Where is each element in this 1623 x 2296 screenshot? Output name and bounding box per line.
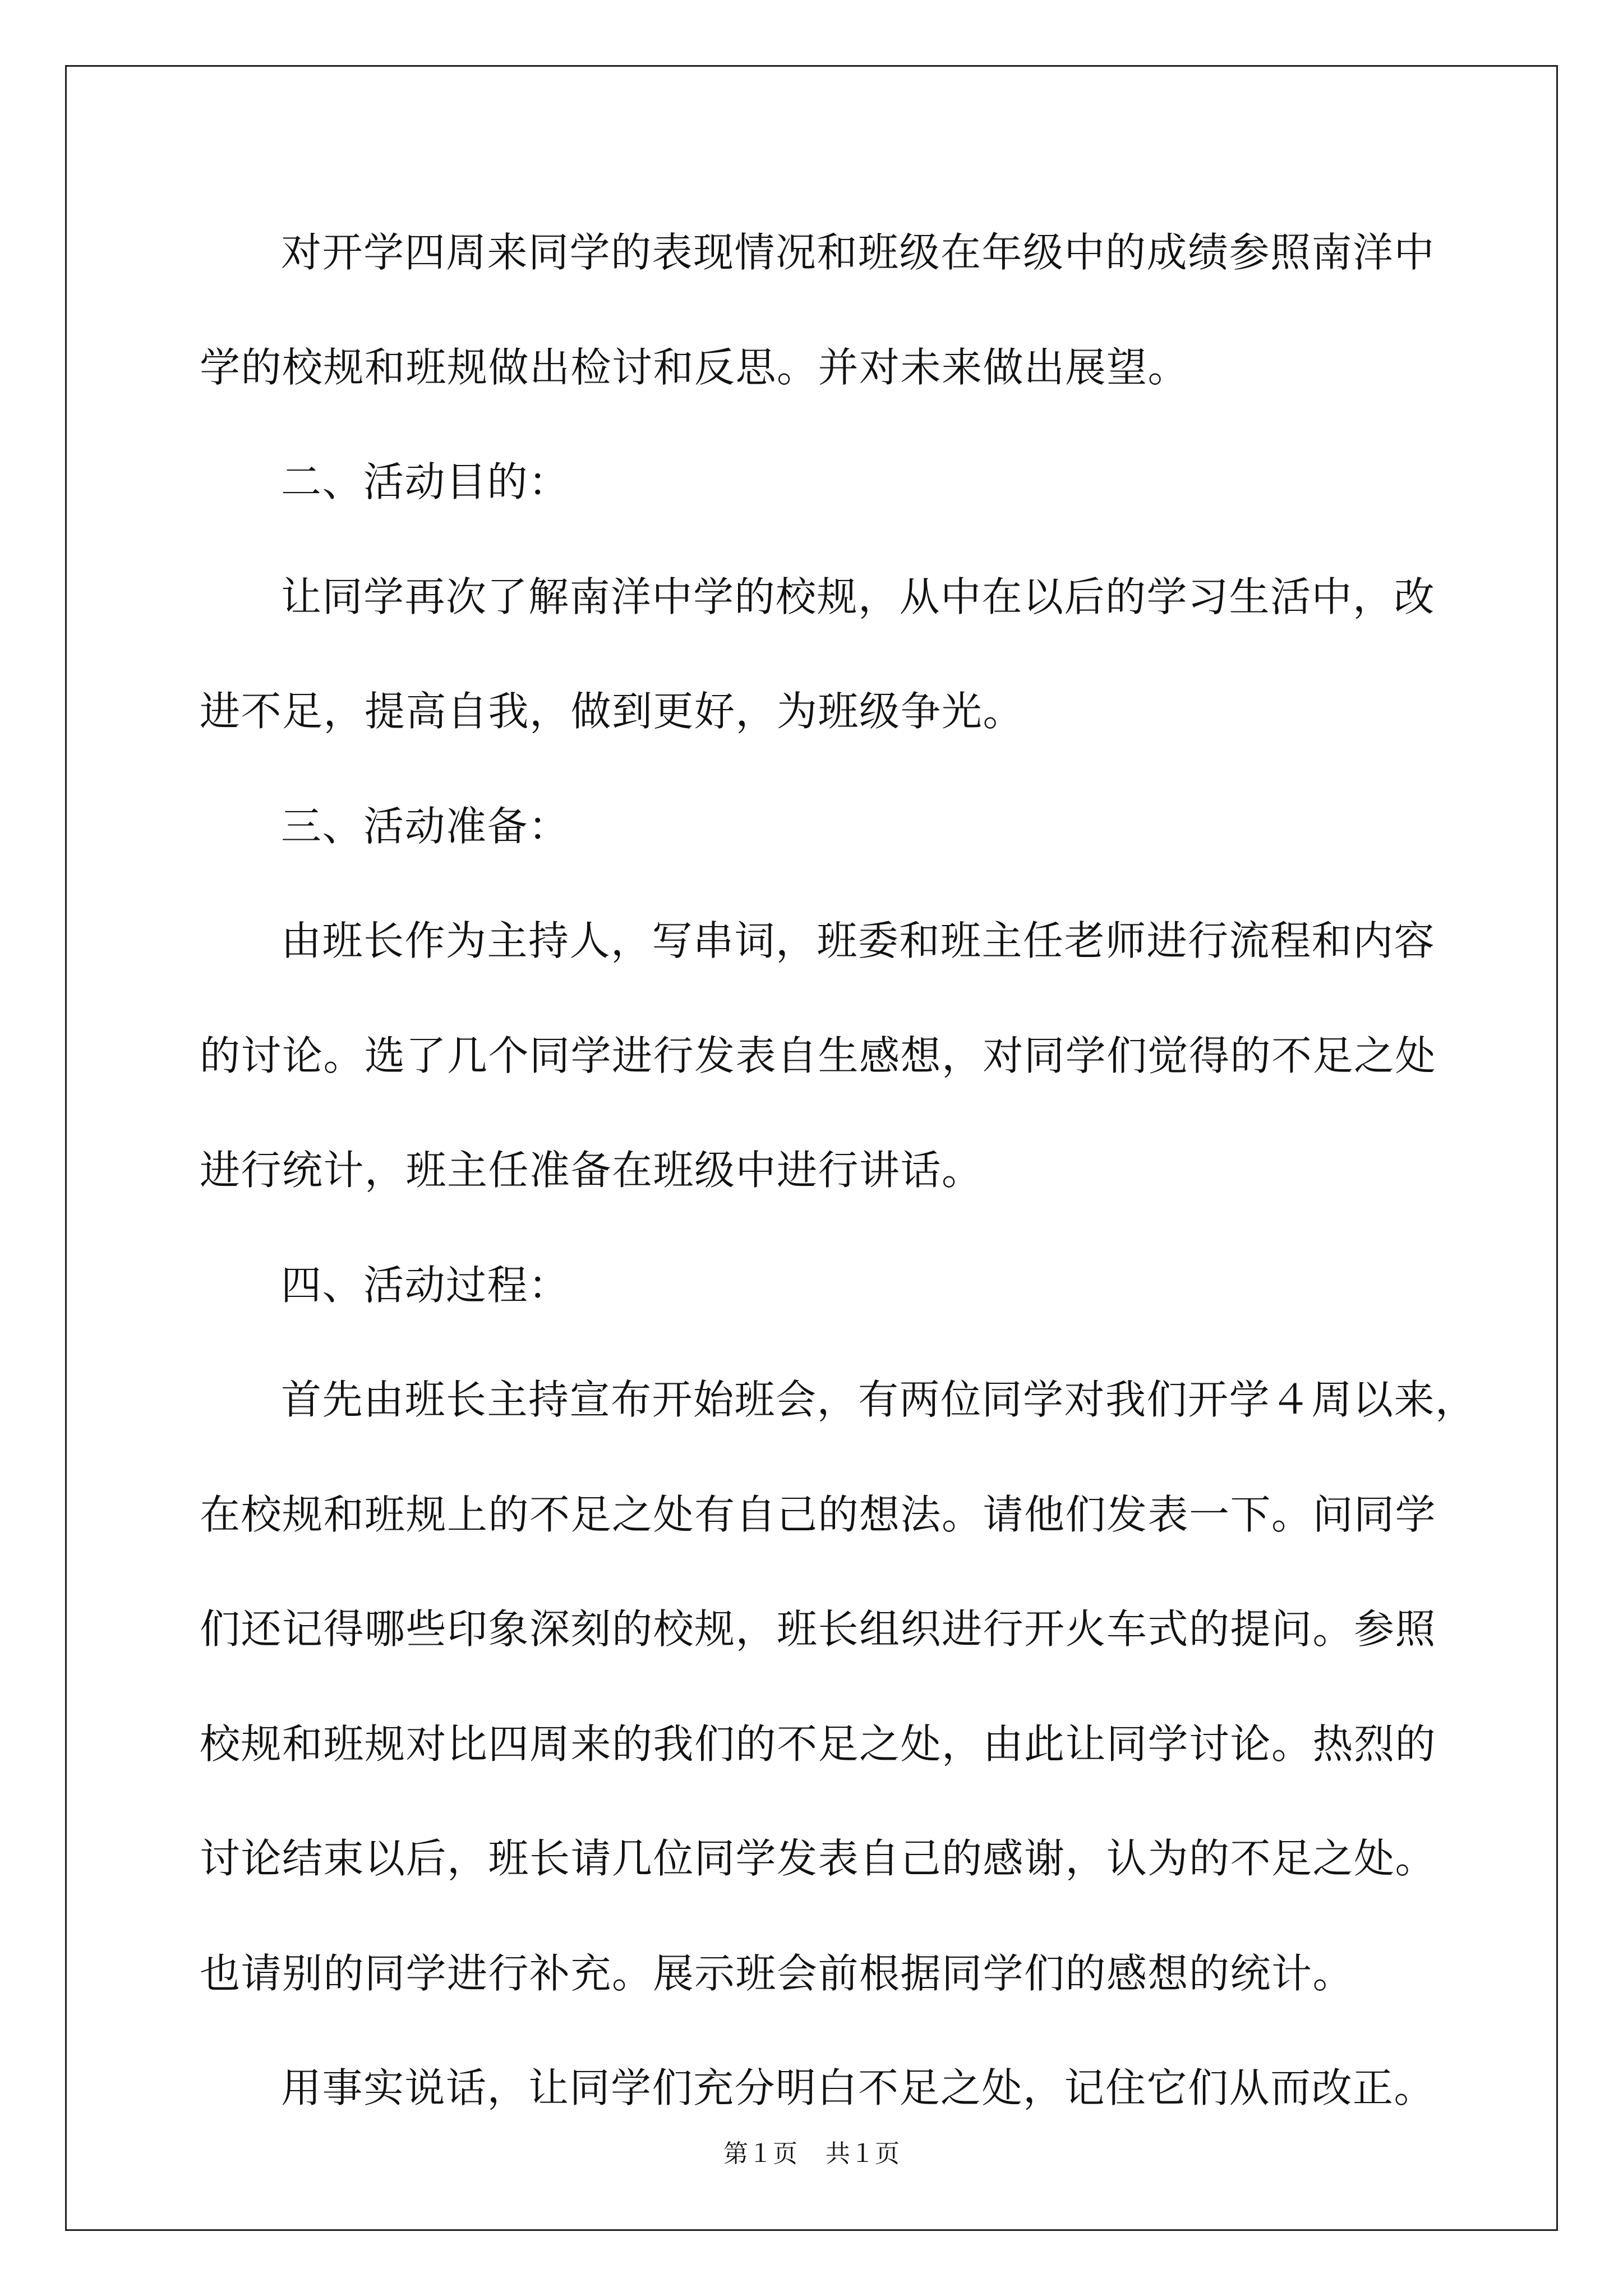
section-heading: 二、活动目的： bbox=[281, 458, 570, 505]
page-footer bbox=[0, 2137, 1623, 2171]
paragraph-line: 让同学再次了解南洋中学的校规，从中在以后的学习生活中，改 bbox=[281, 573, 1436, 620]
paragraph-line: 在校规和班规上的不足之处有自己的想法。请他们发表一下。问同学 bbox=[200, 1490, 1437, 1538]
paragraph-line: 首先由班长主持宣布开始班会，有两位同学对我们开学４周以来， bbox=[281, 1376, 1477, 1423]
paragraph-line: 用事实说话，让同学们充分明白不足之处，记住它们从而改正。 bbox=[281, 2064, 1436, 2111]
paragraph-line: 对开学四周来同学的表现情况和班级在年级中的成绩参照南洋中 bbox=[281, 229, 1436, 276]
paragraph-line: 的讨论。选了几个同学进行发表自生感想，对同学们觉得的不足之处 bbox=[200, 1032, 1437, 1079]
paragraph-line: 学的校规和班规做出检讨和反思。并对未来做出展望。 bbox=[200, 343, 1189, 391]
paragraph-line: 进不足，提高自我，做到更好，为班级争光。 bbox=[200, 688, 1025, 735]
document-body bbox=[200, 216, 1477, 2166]
paragraph-line: 由班长作为主持人，写串词，班委和班主任老师进行流程和内容 bbox=[281, 917, 1436, 964]
section-heading: 四、活动过程： bbox=[281, 1261, 570, 1309]
paragraph-line: 进行统计，班主任准备在班级中进行讲话。 bbox=[200, 1147, 983, 1194]
paragraph-line: 也请别的同学进行补充。展示班会前根据同学们的感想的统计。 bbox=[200, 1949, 1354, 1997]
page-total: 共１页 bbox=[826, 2139, 900, 2168]
page-number: 第１页 bbox=[723, 2139, 797, 2168]
paragraph-line: 校规和班规对比四周来的我们的不足之处，由此让同学讨论。热烈的 bbox=[200, 1720, 1437, 1768]
paragraph-line: 们还记得哪些印象深刻的校规，班长组织进行开火车式的提问。参照 bbox=[200, 1605, 1437, 1653]
section-heading: 三、活动准备： bbox=[281, 802, 570, 850]
paragraph-line: 讨论结束以后，班长请几位同学发表自己的感谢，认为的不足之处。 bbox=[200, 1835, 1437, 1882]
